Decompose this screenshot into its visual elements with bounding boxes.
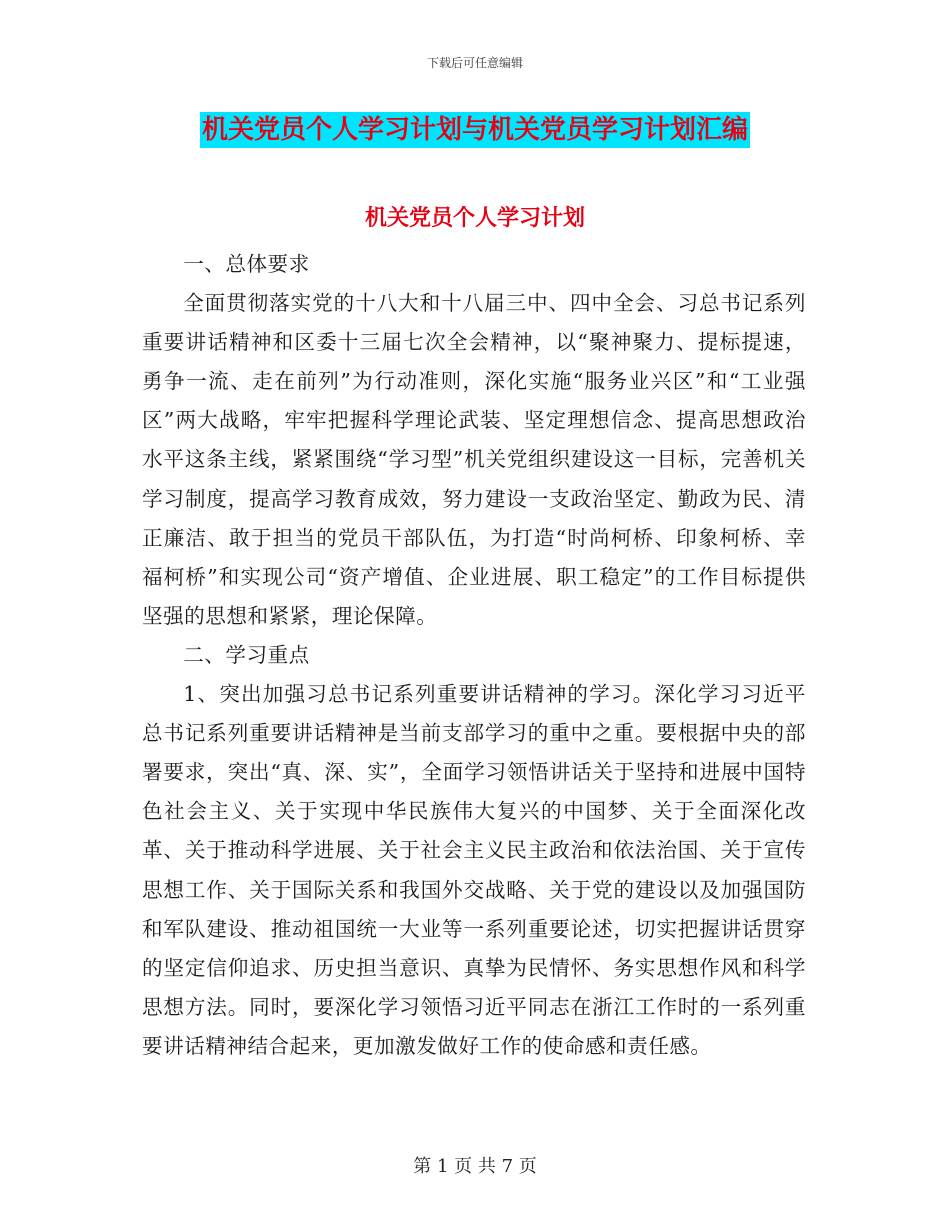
sub-title: 机关党员个人学习计划	[364, 205, 585, 231]
section-heading-general: 一、总体要求	[183, 252, 310, 276]
paragraph-focus-item-1: 1、突出加强习总书记系列重要讲话精神的学习。深化学习习近平总书记系列重要讲话精神是当前支部学习的重中之重。要根据中央的部署要求，突出“真、深、实”，全面学习领悟讲话关于坚持和进展中国特色社会主义、关于实现中华民族伟大复兴的中国梦、关于全面深化改革、关于推动科学进展、关于社会主义民主政治和依法治国、关于宣传思想工作、关于国际关系和我国外交战略、关于党的建设以及加强国防和军队建设、推动祖国统一大业等一系列重要论述，切实把握讲话贯穿的坚定信仰追求、历史担当意识、真挚为民情怀、务实思想作风和科学思想方法。同时，要深化学习领悟习近平同志在浙江工作时的一系列重要讲话精神结合起来，更加激发做好工作的使命感和责任感。	[142, 682, 806, 1058]
main-title: 机关党员个人学习计划与机关党员学习计划汇编	[200, 112, 750, 148]
document-body	[142, 245, 806, 1066]
section-heading-focus: 二、学习重点	[183, 642, 310, 667]
header-note: 下载后可任意编辑	[426, 56, 523, 70]
paragraph-general-requirements: 全面贯彻落实党的十八大和十八届三中、四中全会、习总书记系列重要讲话精神和区委十三届七次全会精神，以“聚神聚力、提标提速，勇争一流、走在前列”为行动准则，深化实施“服务业兴区”和“工业强区”两大战略，牢牢把握科学理论武装、坚定理想信念、提高思想政治水平这条主线，紧紧围绕“学习型”机关党组织建设这一目标，完善机关学习制度，提高学习教育成效，努力建设一支政治坚定、勤政为民、清正廉洁、敢于担当的党员干部队伍，为打造“时尚柯桥、印象柯桥、幸福柯桥”和实现公司“资产增值、企业进展、职工稳定”的工作目标提供坚强的思想和紧紧，理论保障。	[142, 291, 806, 628]
main-title-container	[0, 112, 950, 148]
page-footer: 第 1 页 共 7 页	[413, 1156, 537, 1177]
